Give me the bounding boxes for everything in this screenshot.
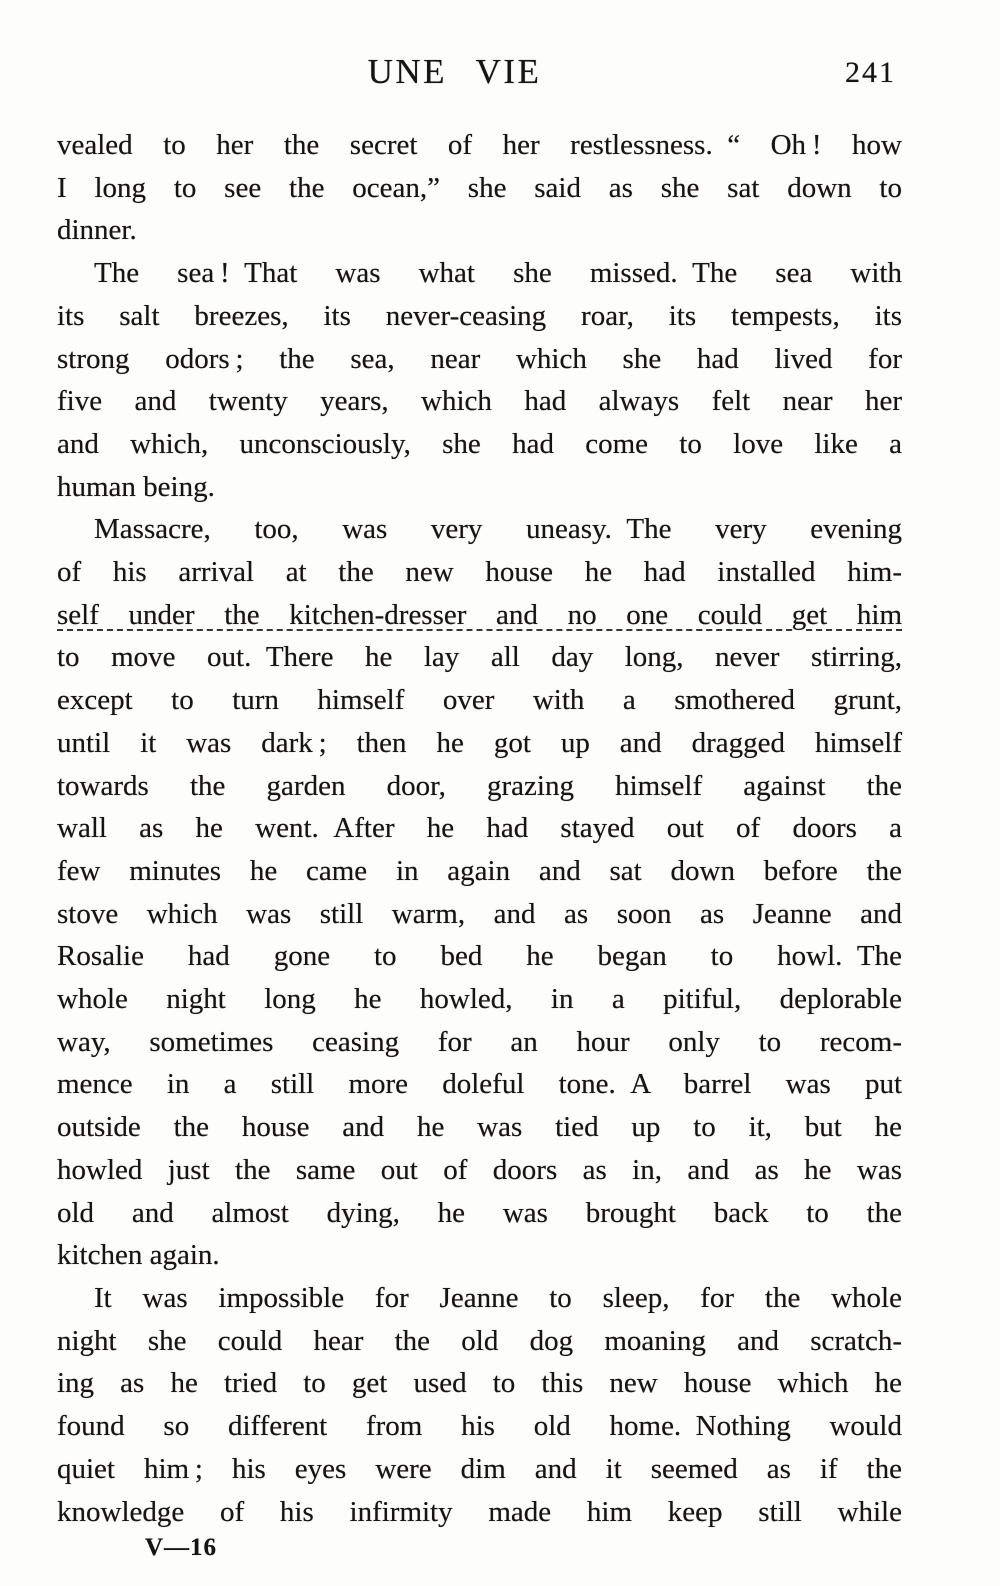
page-header: [57, 52, 902, 96]
text-line: found so different from his old home. Nothing would: [57, 1410, 902, 1443]
text-line: old and almost dying, he was brought back to the: [57, 1196, 902, 1229]
text-line: to move out. There he lay all day long, never stirring,: [57, 641, 902, 674]
text-line: howled just the same out of doors as in, and as he was: [57, 1153, 902, 1186]
text-line: except to turn himself over with a smothered grunt,: [57, 684, 902, 717]
text-line: towards the garden door, grazing himself against the: [57, 769, 902, 802]
text-line: The sea ! That was what she missed. The sea with: [94, 257, 902, 290]
text-line: its salt breezes, its never-ceasing roar, its tempests, its: [57, 299, 902, 332]
text-line: stove which was still warm, and as soon as Jeanne and: [57, 897, 902, 930]
text-line: strong odors ; the sea, near which she had lived for: [57, 342, 902, 375]
text-line: kitchen again.: [57, 1239, 220, 1272]
text-line: until it was dark ; then he got up and dragged himself: [57, 726, 902, 759]
text-line: ing as he tried to get used to this new house which he: [57, 1367, 902, 1400]
text-line: self under the kitchen-dresser and no one could get him: [57, 598, 902, 631]
text-line: Massacre, too, was very uneasy. The very evening: [94, 513, 902, 546]
text-line: way, sometimes ceasing for an hour only to recom-: [57, 1025, 902, 1058]
text-line: of his arrival at the new house he had installed him-: [57, 556, 902, 589]
text-line: and which, unconsciously, she had come to love like a: [57, 427, 902, 460]
text-line: Rosalie had gone to bed he began to howl. The: [57, 940, 902, 973]
text-line: few minutes he came in again and sat down before the: [57, 854, 902, 887]
text-line: mence in a still more doleful tone. A barrel was put: [57, 1068, 902, 1101]
page-number: 241: [845, 56, 896, 89]
text-line: I long to see the ocean,” she said as she sat down to: [57, 171, 902, 204]
signature-mark: V—16: [145, 1534, 218, 1561]
text-line: vealed to her the secret of her restlessness. “ Oh ! how: [57, 129, 902, 161]
text-line: knowledge of his infirmity made him keep still while: [57, 1495, 902, 1528]
text-line: outside the house and he was tied up to it, but he: [57, 1111, 902, 1144]
text-line: night she could hear the old dog moaning and scratch-: [57, 1324, 902, 1357]
text-line: quiet him ; his eyes were dim and it seemed as if the: [57, 1452, 902, 1485]
text-line: five and twenty years, which had always felt near her: [57, 385, 902, 418]
text-line: wall as he went. After he had stayed out of doors a: [57, 812, 902, 845]
text-body: [57, 124, 902, 1533]
text-line: It was impossible for Jeanne to sleep, for the whole: [94, 1281, 902, 1314]
running-title: UNE VIE: [367, 52, 542, 91]
text-line: whole night long he howled, in a pitiful, deplorable: [57, 983, 902, 1016]
text-line: human being.: [57, 470, 215, 503]
text-line: dinner.: [57, 214, 137, 247]
